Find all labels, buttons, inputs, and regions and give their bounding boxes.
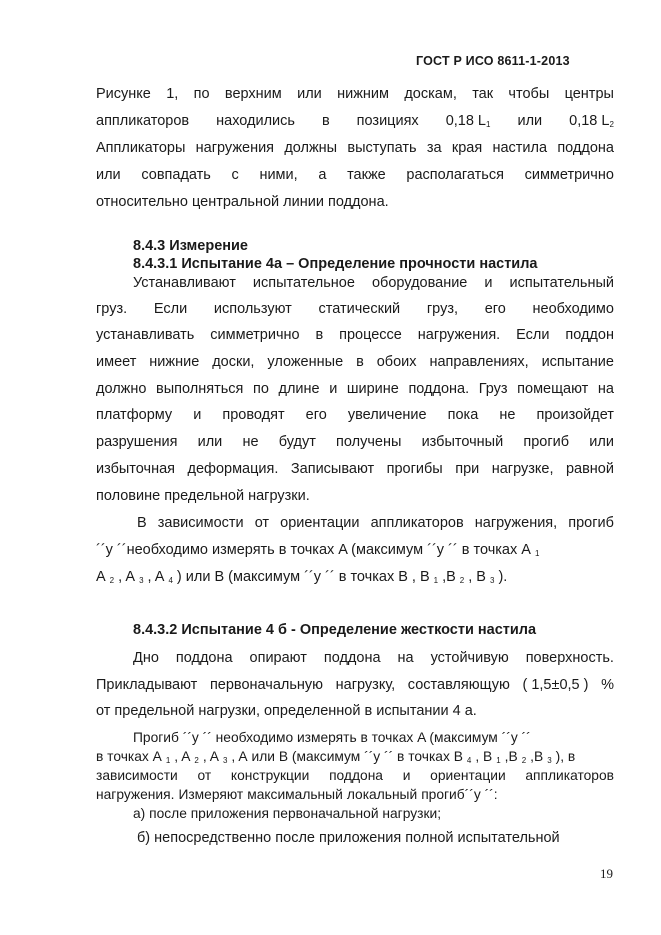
word: на — [597, 381, 614, 397]
word: от — [197, 768, 212, 783]
word: поддона — [557, 140, 614, 156]
text-line — [96, 325, 614, 345]
word: Устанавливают — [133, 275, 236, 291]
text-line — [96, 459, 614, 479]
word: Если — [153, 301, 188, 317]
word: или — [197, 434, 223, 450]
word: , A — [174, 749, 191, 764]
word: или — [517, 113, 543, 129]
word: груз. — [96, 301, 128, 317]
word: зависимости — [157, 515, 244, 531]
word: чтобы — [508, 86, 550, 102]
text-line — [96, 405, 614, 425]
word: настила — [492, 140, 548, 156]
word: поддон — [565, 327, 614, 343]
word: не — [242, 434, 259, 450]
word: не — [499, 407, 516, 423]
word-with-subscript — [446, 111, 491, 131]
subscript: 2 — [459, 576, 465, 585]
word: края — [451, 140, 483, 156]
word: необходимо — [532, 301, 614, 317]
word: направлениях, — [429, 354, 529, 370]
word: ) или B (максимум ´´y ´´ в точках B — [176, 569, 408, 585]
word: аппликаторов — [370, 515, 464, 531]
text-line — [96, 766, 614, 786]
word: , B — [475, 749, 493, 764]
word: избыточный — [421, 434, 504, 450]
word: аппликаторов — [525, 768, 614, 783]
word: помещают — [517, 381, 589, 397]
word: , B — [468, 569, 486, 585]
word: платформу — [96, 407, 173, 423]
word: поддона — [323, 650, 381, 666]
word: поддона — [329, 768, 383, 783]
text-line — [96, 111, 614, 131]
word: оборудование — [371, 275, 468, 291]
word: нагрузку, — [335, 677, 396, 693]
subscript: 4 — [168, 576, 173, 585]
word: Записывают — [290, 461, 375, 477]
word: и — [329, 381, 338, 397]
word: Если — [516, 327, 550, 343]
word: поддона. — [408, 381, 470, 397]
word-with-subscript — [475, 747, 500, 767]
word: должно — [96, 381, 147, 397]
word: находились — [216, 113, 295, 129]
word: ориентации — [430, 768, 506, 783]
word: относительно центральной линии поддона. — [96, 194, 389, 210]
word: пока — [447, 407, 479, 423]
word: В — [137, 515, 147, 531]
word: используют — [213, 301, 292, 317]
word: также — [347, 167, 386, 183]
word: устойчивую — [430, 650, 509, 666]
word: Рисунке — [96, 86, 151, 102]
word: обоих — [376, 354, 417, 370]
word: , A — [231, 749, 248, 764]
text-line — [96, 192, 614, 212]
word: ,B — [530, 749, 544, 764]
text-line — [96, 785, 614, 805]
word-with-subscript — [252, 747, 472, 767]
word: ), в — [555, 749, 576, 764]
word: испытание — [541, 354, 614, 370]
word: получены — [336, 434, 402, 450]
word: 8.4.3.1 Испытание 4а – Определение прочности настила — [133, 256, 538, 272]
word: располагаться — [406, 167, 504, 183]
word: Дно — [133, 650, 159, 666]
word: % — [601, 677, 614, 693]
text-line — [133, 236, 614, 256]
subscript: 3 — [139, 576, 144, 585]
word: локальный — [346, 787, 418, 802]
word: максимальный — [247, 787, 343, 802]
word: Прикладывают — [96, 677, 198, 693]
word: произойдет — [536, 407, 614, 423]
subscript: 2 — [521, 756, 527, 765]
word: прогиб — [568, 515, 614, 531]
subscript: 2 — [609, 120, 614, 129]
text-line — [96, 540, 614, 560]
subscript: 3 — [222, 756, 228, 765]
word: ними, — [259, 167, 298, 183]
text-line — [96, 138, 614, 158]
word: ,B — [442, 569, 456, 585]
word: , A — [147, 569, 165, 585]
word: совпадать — [141, 167, 211, 183]
word: и — [484, 275, 493, 291]
word: половине предельной нагрузки. — [96, 488, 310, 504]
word: 1, — [166, 86, 179, 102]
word: по — [252, 381, 269, 397]
text-line — [133, 804, 614, 824]
word: или — [297, 86, 322, 102]
word: его — [305, 407, 327, 423]
subscript: 2 — [109, 576, 115, 585]
word: а — [318, 167, 327, 183]
word: на — [397, 650, 414, 666]
word: ). — [498, 569, 508, 585]
subscript: 2 — [194, 756, 199, 765]
word: 0,18 L — [445, 113, 487, 129]
word: Груз — [478, 381, 508, 397]
word: статический — [318, 301, 401, 317]
word: выполняться — [156, 381, 244, 397]
word: зависимости — [96, 768, 178, 783]
word: за — [426, 140, 442, 156]
subscript: 4 — [466, 756, 472, 765]
word: прогиб — [523, 434, 570, 450]
text-line — [96, 432, 614, 452]
text-line — [133, 620, 614, 640]
word: будут — [278, 434, 316, 450]
text-line — [96, 675, 614, 695]
subscript: 1 — [433, 576, 439, 585]
word: прогибы — [386, 461, 443, 477]
word-with-subscript — [203, 747, 228, 767]
word-with-subscript — [118, 567, 143, 587]
word: , A — [202, 749, 219, 764]
subscript: 1 — [486, 120, 491, 129]
word: или — [96, 167, 121, 183]
word: 0,18 L — [569, 113, 610, 129]
word: длине — [278, 381, 320, 397]
word: равной — [565, 461, 614, 477]
word: симметрично — [524, 167, 614, 183]
text-line — [137, 513, 614, 533]
word: груз, — [426, 301, 458, 317]
word: конструкции — [230, 768, 310, 783]
word: нижние — [149, 354, 200, 370]
word: поверхность. — [525, 650, 614, 666]
word: составляющую — [407, 677, 510, 693]
word: 8.4.3 Измерение — [133, 238, 248, 254]
word: в точках A — [96, 749, 162, 764]
word: или B (максимум ´´y ´´ в точках B — [251, 749, 463, 764]
subscript: 1 — [496, 756, 501, 765]
word: , B — [411, 569, 430, 585]
word: ( 1,5±0,5 ) — [522, 677, 589, 693]
word-with-subscript — [96, 540, 539, 560]
word: центры — [564, 86, 614, 102]
word: доскам, — [404, 86, 457, 102]
word: б) непосредственно после приложения полной испытательной — [137, 830, 560, 846]
word: верхним — [224, 86, 282, 102]
text-line — [96, 352, 614, 372]
subscript: 3 — [489, 576, 495, 585]
word: нагрузке, — [491, 461, 554, 477]
text-line — [133, 728, 614, 748]
word: ´´y ´´необходимо измерять в точках A (максимум ´´y ´´ в точках A — [96, 542, 531, 558]
word: устанавливать — [96, 327, 195, 343]
word: избыточная — [96, 461, 176, 477]
word: в — [321, 113, 330, 129]
word: в — [356, 354, 364, 370]
word: A — [96, 569, 106, 585]
word: процессе — [339, 327, 402, 343]
word: его — [484, 301, 506, 317]
word: а) после приложения первоначальной нагрузки; — [133, 806, 442, 821]
text-line — [96, 165, 614, 185]
word: опирают — [249, 650, 307, 666]
word: уложенные — [267, 354, 344, 370]
word-with-subscript — [505, 747, 527, 767]
word: так — [472, 86, 494, 102]
word: ширине — [346, 381, 399, 397]
text-line — [96, 567, 614, 587]
word-with-subscript — [569, 111, 614, 131]
word: нагружения. — [96, 787, 175, 802]
word: имеет — [96, 354, 137, 370]
word: по — [193, 86, 210, 102]
word: в — [315, 327, 324, 343]
page-number: 19 — [600, 866, 613, 881]
word: испытательное — [252, 275, 355, 291]
text-line — [96, 379, 614, 399]
word: разрушения — [96, 434, 178, 450]
word: Измеряют — [178, 787, 244, 802]
word: прогиб´´y ´´: — [421, 787, 498, 802]
word-with-subscript — [530, 747, 552, 767]
word-with-subscript — [412, 567, 438, 587]
text-line — [96, 747, 614, 767]
text-line — [96, 486, 614, 506]
word: ,B — [504, 749, 518, 764]
word: испытательный — [509, 275, 614, 291]
word: с — [231, 167, 239, 183]
word: , A — [118, 569, 136, 585]
subscript: 1 — [165, 756, 171, 765]
word-with-subscript — [174, 747, 199, 767]
text-line — [96, 299, 614, 319]
subscript: 1 — [534, 549, 540, 558]
word: позициях — [356, 113, 419, 129]
text-line — [133, 273, 614, 293]
word: нагружения, — [474, 515, 558, 531]
word: первоначальную — [209, 677, 324, 693]
word-with-subscript — [442, 567, 464, 587]
word-with-subscript — [148, 567, 173, 587]
page-header: ГОСТ Р ИСО 8611-1-2013 — [416, 54, 570, 68]
word: Прогиб ´´y ´´ необходимо измерять в точках A (максимум ´´y ´´ — [133, 730, 531, 745]
word: нагружения — [195, 140, 275, 156]
text-line — [96, 701, 614, 721]
word: при — [455, 461, 480, 477]
word: Аппликаторы — [96, 140, 186, 156]
word: симметрично — [210, 327, 300, 343]
word: от — [254, 515, 270, 531]
word: и — [402, 768, 411, 783]
word: нагружения. — [417, 327, 501, 343]
text-line — [137, 828, 614, 848]
text-line — [133, 254, 614, 274]
word: и — [193, 407, 202, 423]
subscript: 3 — [547, 756, 552, 765]
word: деформация. — [187, 461, 279, 477]
word-with-subscript — [468, 567, 494, 587]
word: или — [589, 434, 614, 450]
text-line — [133, 648, 614, 668]
word: нижним — [337, 86, 389, 102]
word: выступать — [347, 140, 417, 156]
word: от предельной нагрузки, определенной в испытании 4 а. — [96, 703, 477, 719]
word: ориентации — [280, 515, 360, 531]
word-with-subscript — [96, 747, 170, 767]
word: 8.4.3.2 Испытание 4 б - Определение жесткости настила — [133, 622, 537, 638]
word: аппликаторов — [96, 113, 190, 129]
word: должны — [284, 140, 338, 156]
word: поддона — [175, 650, 233, 666]
word-with-subscript — [96, 567, 114, 587]
word: доски, — [212, 354, 255, 370]
word: проводят — [222, 407, 285, 423]
word: увеличение — [347, 407, 427, 423]
text-line — [96, 84, 614, 104]
